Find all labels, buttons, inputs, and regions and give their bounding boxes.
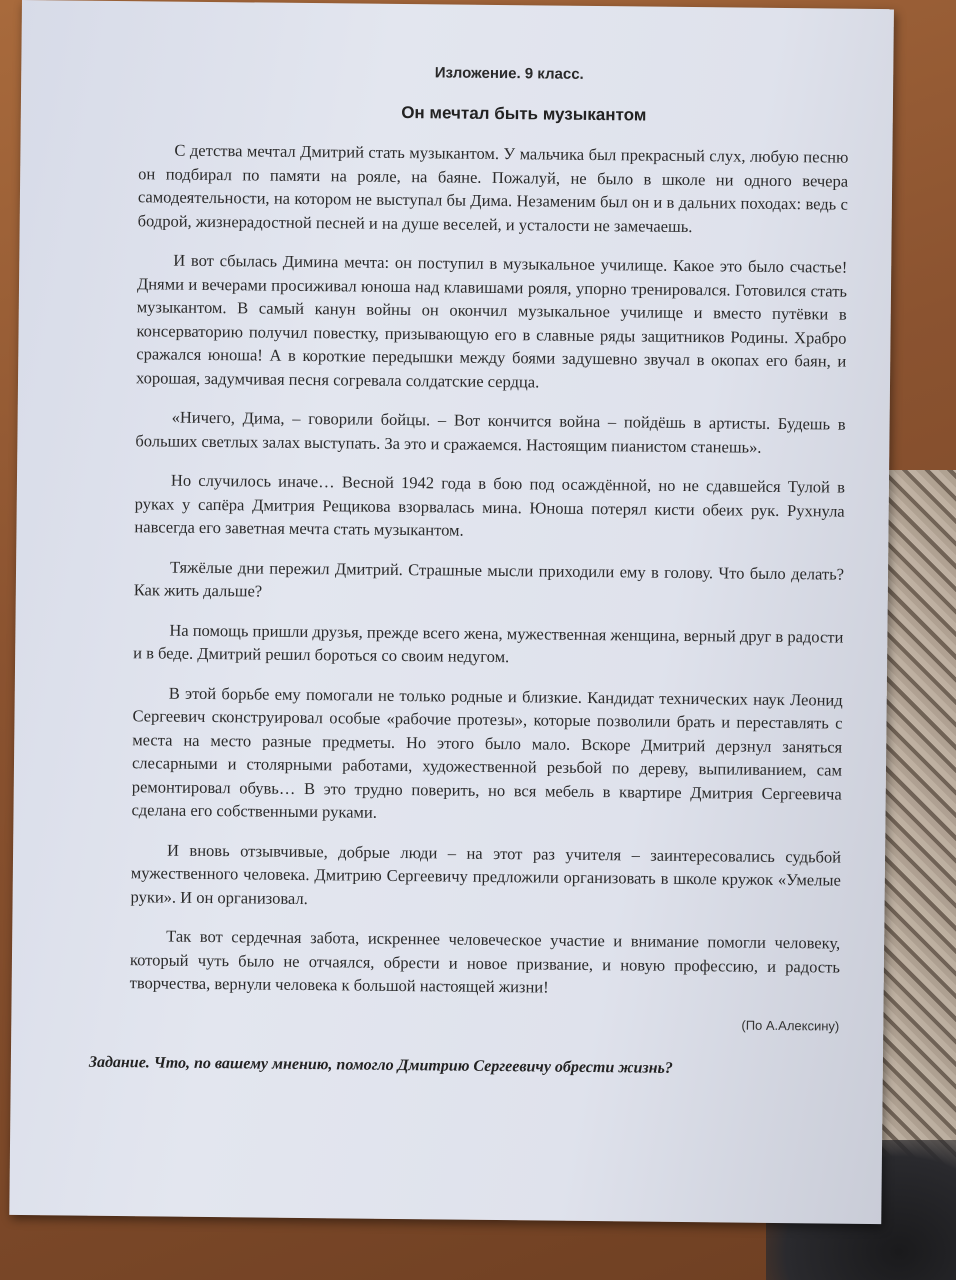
document-content [88, 41, 850, 1079]
paragraph-2: И вот сбылась Димина мечта: он поступил в музыкальное училище. Какое это было счастье! Днями и вечерами просиживал юноша над клавишами рояля, упорно тренировался. Готовился стать музыкантом. В самый канун войны он окончил музыкальное училище и вместо путёвки в консерваторию получил повестку, призывающую его в славные ряды защитников Родины. Храбро сражался юноша! А в короткие передышки между боями задушевно звучал в окопах его баян, и хорошая, задумчивая песня согревала солдатские сердца. [135, 250, 848, 391]
paragraph-1: С детства мечтал Дмитрий стать музыкантом. У мальчика был прекрасный слух, любую песню он подбирал по памяти на рояле, на баяне. Пожалуй, не было в школе ни одного вечера самодеятельности, на котором не выступал бы Дима. Незаменим был он и в дальних походах: ведь с бодрой, жизнерадостной песней и на душе веселей, и усталости не замечаешь. [137, 140, 849, 236]
paragraph-8: И вновь отзывчивые, добрые люди – на этот раз учителя – заинтересовались судьбой мужественного человека. Дмитрию Сергеевичу предложили организовать в школе кружок «Умелые руки». И он организовал. [130, 840, 842, 908]
paragraph-3: «Ничего, Дима, – говорили бойцы. – Вот кончится война – пойдёшь в артисты. Будешь в больших светлых залах выступать. За это и сражаемся. Настоящим пианистом станешь». [135, 407, 846, 457]
paragraph-7: В этой борьбе ему помогали не только родные и близкие. Кандидат технических наук Леонид Сергеевич сконструировал особые «рабочие протезы», которые позволили брать и переставлять с места на место разные предметы. Но этого было мало. Вскоре Дмитрий дерзнул заняться слесарными и столярными работами, художественной резьбой по дереву, выпиливанием, сам ремонтировал обувь… В это трудно поверить, но вся мебель в квартире Дмитрия Сергеевича сделана его собственными руками. [131, 683, 843, 822]
task-prompt: Задание. Что, по вашему мнению, помогло Дмитрию Сергеевичу обрести жизнь? [88, 1053, 673, 1077]
paragraph-9: Так вот сердечная забота, искреннее человеческое участие и внимание помогли человеку, который чуть было не отчаялся, обрести и новое призвание, и новую профессию, и радость творчества, вернули человека к большой настоящей жизни! [129, 926, 841, 997]
paragraph-5: Тяжёлые дни пережил Дмитрий. Страшные мысли приходили ему в голову. Что было делать? Как жить дальше? [133, 557, 845, 601]
author-attribution: (По А.Алексину) [741, 1017, 840, 1034]
paragraph-4: Но случилось иначе… Весной 1942 года в бою под осаждённой, но не сдавшейся Тулой в руках у сапёра Дмитрия Рещикова взорвалась мина. Юноша потерял кисти обеих рук. Рухнула навсегда его заветная мечта стать музыкантом. [134, 470, 846, 540]
paragraph-6: На помощь пришли друзья, прежде всего жена, мужественная женщина, верный друг в радости и в беде. Дмитрий решил бороться со своим недугом. [133, 620, 844, 667]
document-title: Он мечтал быть музыкантом [401, 102, 647, 125]
document-header: Изложение. 9 класс. [434, 64, 584, 83]
paper-sheet [9, 0, 894, 1224]
